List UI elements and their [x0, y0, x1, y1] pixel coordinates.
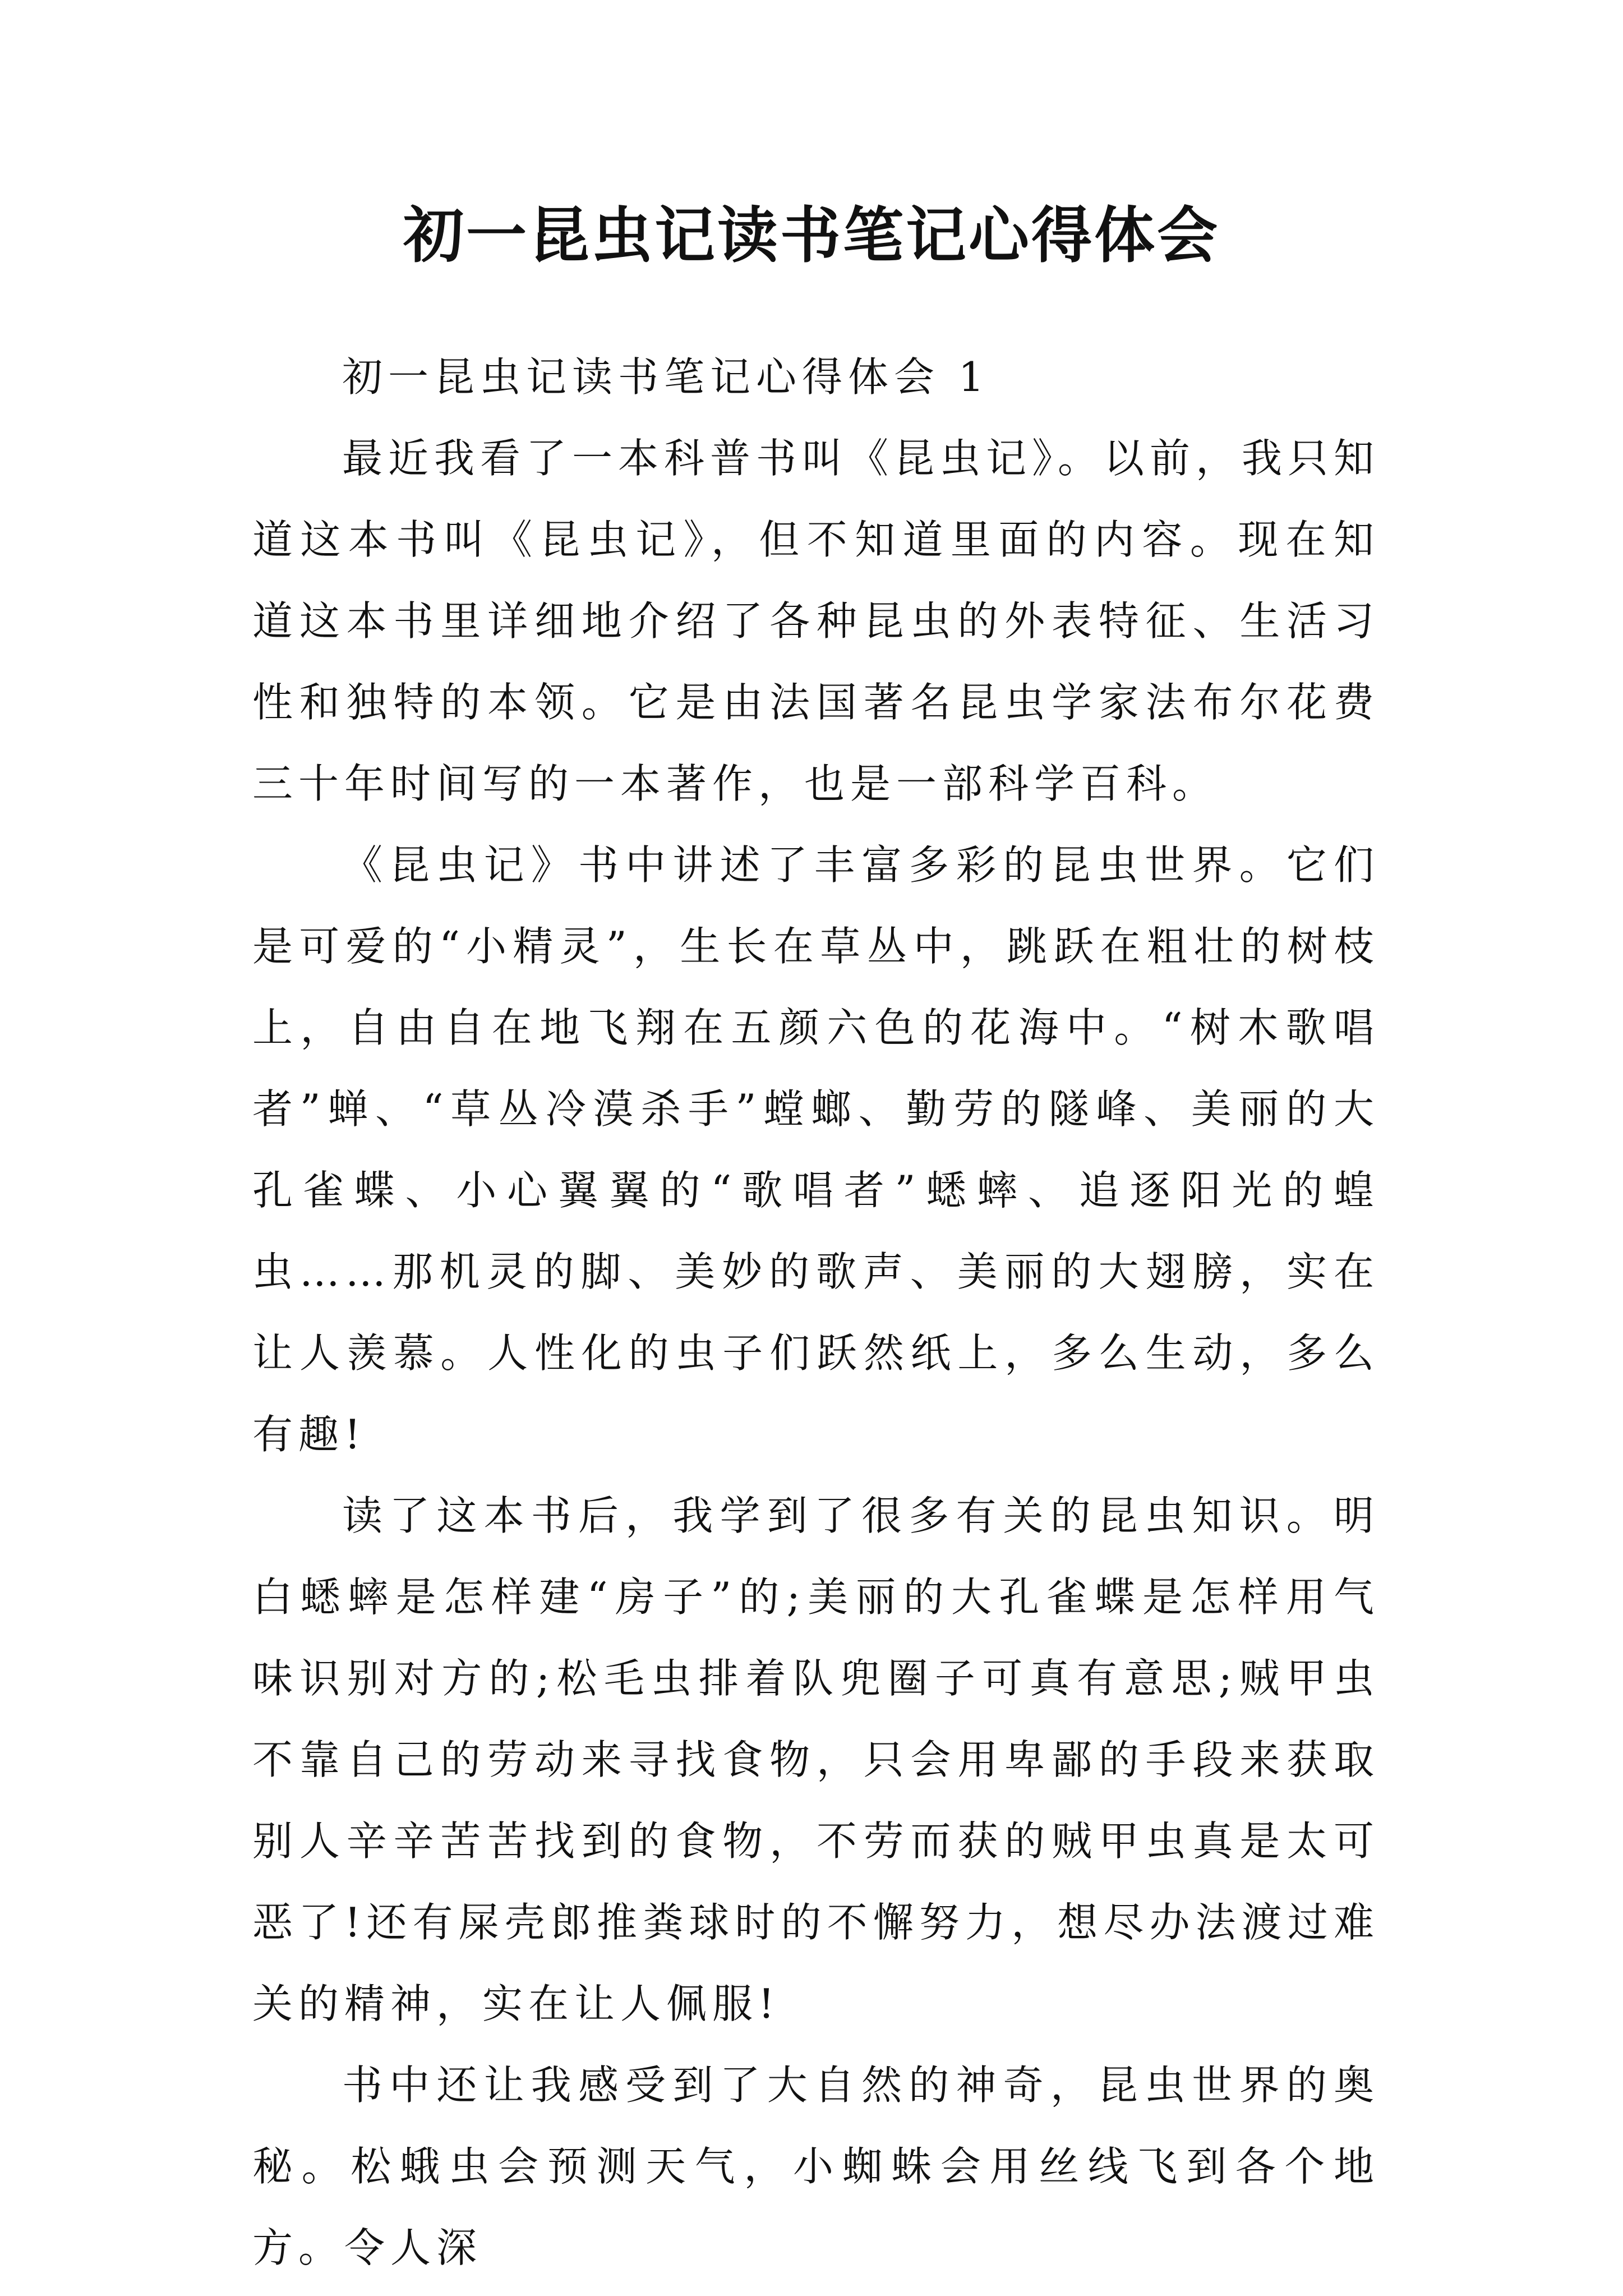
- document-body: [252, 337, 1380, 2289]
- section-heading: 初一昆虫记读书笔记心得体会 1: [342, 353, 990, 401]
- paragraph: 读了这本书后，我学到了很多有关的昆虫知识。明白蟋蟀是怎样建“房子”的;美丽的大孔雀蝶是怎样用气味识别对方的;松毛虫排着队兜圈子可真有意思;贼甲虫不靠自己的劳动来寻找食物，只会用卑鄙的手段来获取别人辛辛苦苦找到的食物，不劳而获的贼甲虫真是太可恶了!还有屎壳郎推粪球时的不懈努力，想尽办法渡过难关的精神，实在让人佩服!: [252, 1492, 1380, 2027]
- paragraph: 书中还让我感受到了大自然的神奇，昆虫世界的奥秘。松蛾虫会预测天气，小蜘蛛会用丝线飞到各个地方。令人深: [252, 2062, 1380, 2271]
- paragraph: 最近我看了一本科普书叫《昆虫记》。以前，我只知道这本书叫《昆虫记》，但不知道里面的内容。现在知道这本书里详细地介绍了各种昆虫的外表特征、生活习性和独特的本领。它是由法国著名昆虫学家法布尔花费三十年时间写的一本著作，也是一部科学百科。: [252, 435, 1380, 807]
- paragraph: 《昆虫记》书中讲述了丰富多彩的昆虫世界。它们是可爱的“小精灵”，生长在草丛中，跳跃在粗壮的树枝上，自由自在地飞翔在五颜六色的花海中。“树木歌唱者”蝉、“草丛冷漠杀手”螳螂、勤劳的隧峰、美丽的大孔雀蝶、小心翼翼的“歌唱者”蟋蟀、追逐阳光的蝗虫……那机灵的脚、美妙的歌声、美丽的大翅膀，实在让人羡慕。人性化的虫子们跃然纸上，多么生动，多么有趣!: [252, 841, 1380, 1458]
- document-title: 初一昆虫记读书笔记心得体会: [403, 200, 1220, 271]
